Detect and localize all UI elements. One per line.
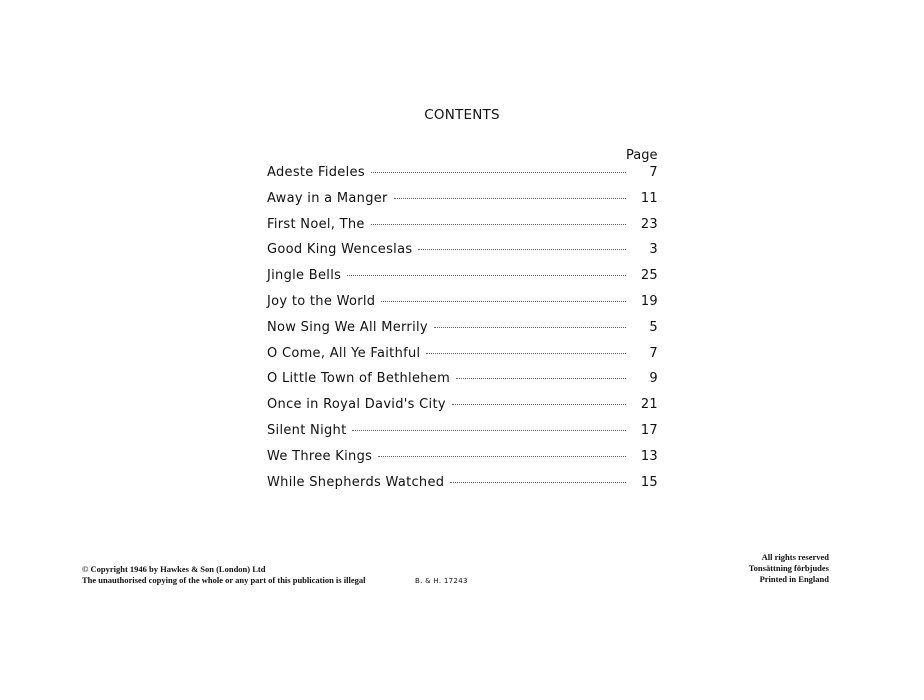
entry-page-number: 3 [649, 242, 658, 258]
entry-page-number: 7 [649, 165, 658, 180]
table-of-contents [267, 165, 658, 500]
entry-title: Silent Night [267, 422, 347, 438]
toc-entry [267, 242, 658, 268]
dot-leader [394, 198, 626, 199]
dot-leader [418, 249, 626, 250]
printed-in-line: Printed in England [759, 574, 829, 584]
toc-entry [267, 371, 658, 397]
entry-title: Adeste Fideles [267, 165, 365, 180]
entry-page-number: 23 [640, 216, 658, 232]
dot-leader [371, 224, 626, 225]
toc-entry [267, 397, 658, 423]
toc-entry [267, 346, 658, 372]
entry-page-number: 17 [640, 422, 658, 438]
entry-title: O Come, All Ye Faithful [267, 345, 421, 361]
entry-title: While Shepherds Watched [267, 474, 445, 490]
entry-title: First Noel, The [267, 216, 365, 232]
copyright-line: © Copyright 1946 by Hawkes & Son (London) Ltd [82, 564, 266, 574]
entry-page-number: 7 [649, 345, 658, 361]
entry-page-number: 25 [640, 268, 658, 284]
entry-page-number: 5 [649, 319, 658, 335]
contents-title: CONTENTS [424, 107, 500, 123]
entry-page-number: 21 [640, 397, 658, 413]
dot-leader [371, 172, 626, 173]
dot-leader [347, 275, 626, 276]
dot-leader [452, 404, 626, 405]
entry-title: Away in a Manger [267, 190, 388, 206]
dot-leader [456, 378, 626, 379]
toc-entry [267, 268, 658, 294]
entry-title: O Little Town of Bethlehem [267, 371, 451, 387]
entry-page-number: 19 [640, 293, 658, 309]
toc-entry [267, 475, 658, 501]
dot-leader [434, 327, 626, 328]
dot-leader [426, 353, 626, 354]
toc-entry [267, 320, 658, 346]
dot-leader [381, 301, 626, 302]
plate-number: B. & H. 17243 [415, 577, 468, 585]
dot-leader [378, 456, 626, 457]
entry-title: Once in Royal David's City [267, 397, 446, 413]
toc-entry [267, 191, 658, 217]
entry-page-number: 15 [640, 474, 658, 490]
page-column-label: Page [626, 148, 658, 163]
toc-entry [267, 449, 658, 475]
toc-entry [267, 165, 658, 191]
dot-leader [352, 430, 626, 431]
toc-entry [267, 294, 658, 320]
entry-title: Now Sing We All Merrily [267, 319, 428, 335]
rights-swedish-line: Tonsättning förbjudes [748, 563, 829, 573]
entry-title: Good King Wenceslas [267, 242, 413, 258]
entry-title: We Three Kings [267, 448, 373, 464]
rights-reserved-line: All rights reserved [761, 552, 829, 562]
entry-title: Joy to the World [267, 293, 376, 309]
toc-entry [267, 217, 658, 243]
entry-title: Jingle Bells [267, 268, 342, 284]
dot-leader [450, 482, 626, 483]
toc-entry [267, 423, 658, 449]
copyright-notice [82, 564, 365, 586]
entry-page-number: 13 [640, 448, 658, 464]
rights-notice [749, 552, 829, 585]
entry-page-number: 9 [649, 371, 658, 387]
entry-page-number: 11 [640, 190, 658, 206]
copying-warning-line: The unauthorised copying of the whole or any part of this publication is illegal [82, 575, 366, 585]
